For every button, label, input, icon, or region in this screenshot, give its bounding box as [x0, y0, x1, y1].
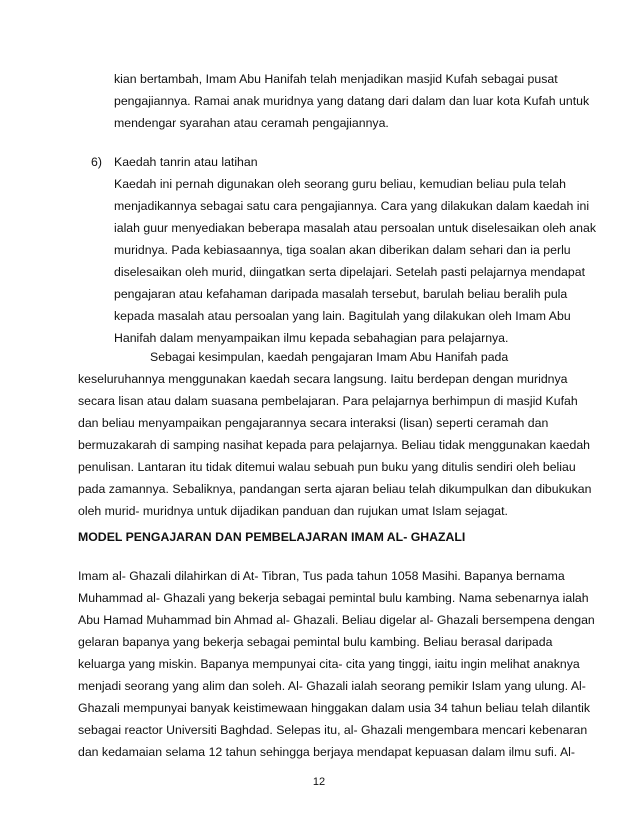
list-item-6: [78, 151, 596, 349]
text-line: keseluruhannya menggunakan kaedah secara langsung. Iaitu berdepan dengan muridnya: [78, 372, 568, 386]
text-line: mendengar syarahan atau ceramah pengajiannya.: [114, 116, 389, 130]
text-line: bermuzakarah di samping nasihat kepada para pelajarnya. Beliau tidak menggunakan kaedah: [78, 438, 591, 452]
text-line: kepada masalah atau persoalan yang lain. Bagitulah yang dilakukan oleh Imam Abu: [114, 309, 571, 323]
text-line: menjadi seorang yang alim dan soleh. Al- Ghazali ialah seorang pemikir Islam yang ulung. Al-: [78, 679, 586, 693]
page-number: 12: [312, 776, 326, 788]
section-heading: MODEL PENGAJARAN DAN PEMBELAJARAN IMAM AL- GHAZALI: [78, 530, 466, 544]
text-line: dan kedamaian selama 12 tahun sehingga berjaya mendapat kepuasan dalam ilmu sufi. Al-: [78, 745, 575, 759]
text-line: Ghazali mempunyai banyak keistimewaan hinggakan dalam usia 34 tahun beliau telah dilantik: [78, 701, 591, 715]
text-line: sebagai reactor Universiti Baghdad. Selepas itu, al- Ghazali mengembara mencari kebenaran: [78, 723, 588, 737]
text-line: Hanifah dalam menyampaikan ilmu kepada sebahagian para pelajarnya.: [114, 331, 509, 345]
section-heading-block: [78, 526, 568, 548]
text-line: diselesaikan oleh murid, diingatkan serta dipelajari. Setelah pasti pelajarnya mendapat: [114, 265, 585, 279]
text-line: secara lisan atau dalam suasana pembelajaran. Para pelajarnya berhimpun di masjid Kufah: [78, 394, 578, 408]
text-line: Sebagai kesimpulan, kaedah pengajaran Imam Abu Hanifah pada: [150, 350, 509, 364]
text-line: penulisan. Lantaran itu tidak ditemui walau sebuah pun buku yang ditulis sendiri oleh beliau: [78, 460, 576, 474]
text-line: keluarga yang miskin. Bapanya mempunyai cita- cita yang tinggi, iaitu ingin melihat anaknya: [78, 657, 580, 671]
ghazali-paragraph: [78, 565, 595, 763]
text-line: Muhammad al- Ghazali yang bekerja sebagai pemintal bulu kambing. Nama sebenarnya ialah: [78, 591, 589, 605]
list-item-title: Kaedah tanrin atau latihan: [114, 155, 258, 169]
text-line: Kaedah ini pernah digunakan oleh seorang guru beliau, kemudian beliau pula telah: [114, 177, 566, 191]
list-item-number: 6): [91, 155, 102, 169]
text-line: kian bertambah, Imam Abu Hanifah telah menjadikan masjid Kufah sebagai pusat: [114, 72, 558, 86]
text-line: pengajaran atau kefahaman daripada masalah tersebut, barulah beliau beralih pula: [114, 287, 568, 301]
text-line: gelaran bapanya yang bekerja sebagai pemintal bulu kambing. Beliau berasal daripada: [78, 635, 553, 649]
text-line: pada zamannya. Sebaliknya, pandangan serta ajaran beliau telah dikumpulkan dan dibukukan: [78, 482, 592, 496]
text-line: pengajiannya. Ramai anak muridnya yang datang dari dalam dan luar kota Kufah untuk: [114, 94, 590, 108]
text-line: menjadikannya sebagai satu cara pengajiannya. Cara yang dilakukan dalam kaedah ini: [114, 199, 590, 213]
text-line: Abu Hamad Muhammad bin Ahmad al- Ghazali. Beliau digelar al- Ghazali bersempena dengan: [78, 613, 595, 627]
conclusion-paragraph: [78, 346, 592, 522]
text-line: dan beliau menyampaikan pengajarannya secara interaksi (lisan) seperti ceramah dan: [78, 416, 549, 430]
text-line: muridnya. Pada kebiasaannya, tiga soalan akan diberikan dalam sehari dan ia perlu: [114, 243, 571, 257]
text-line: ialah guur menyediakan beberapa masalah atau persoalan untuk diselesaikan oleh anak: [114, 221, 596, 235]
continuation-paragraph: [78, 68, 590, 134]
text-line: Imam al- Ghazali dilahirkan di At- Tibran, Tus pada tahun 1058 Masihi. Bapanya bernama: [78, 569, 565, 583]
text-line: oleh murid- muridnya untuk dijadikan panduan dan rujukan umat Islam sejagat.: [78, 504, 508, 518]
